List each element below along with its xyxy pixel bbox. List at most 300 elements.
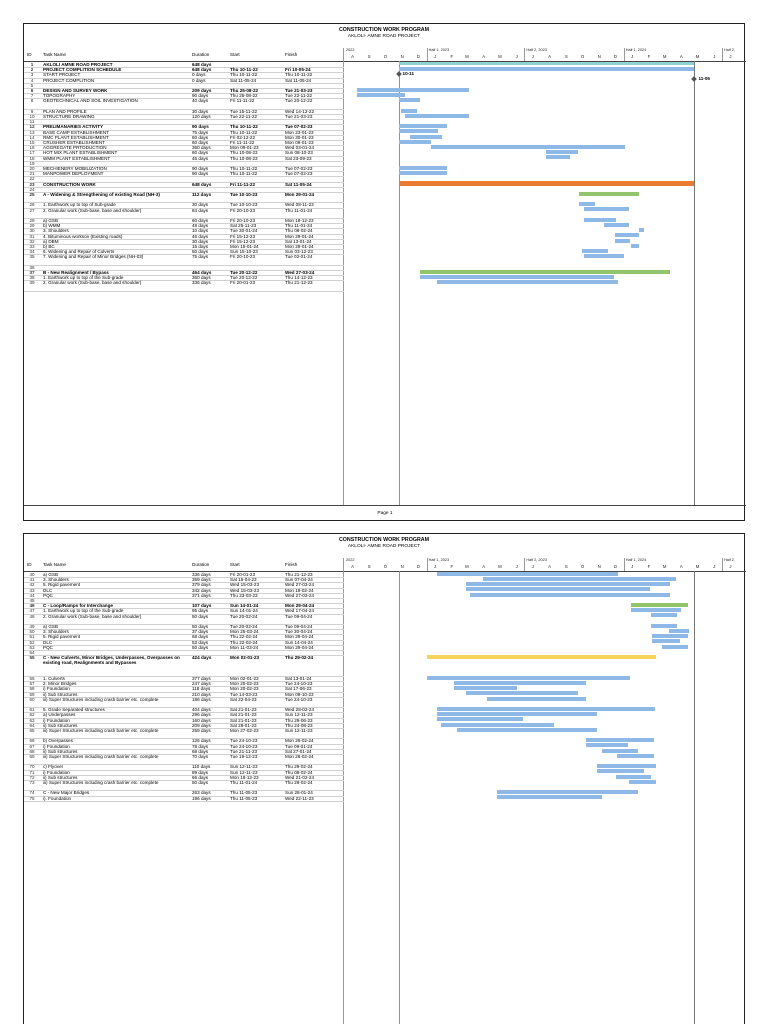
- gantt-bar: [399, 98, 420, 102]
- task-start: Tue 15-11-22: [230, 108, 258, 114]
- timeline-period-label: 2022: [346, 558, 355, 562]
- task-finish: Thu 08-02-24: [285, 228, 313, 234]
- task-finish: Thu 10-11-22: [285, 72, 313, 78]
- task-id: 14: [29, 134, 35, 140]
- task-name: PROJECT COMPLITION: [43, 77, 95, 83]
- task-name: b) WMM: [43, 223, 61, 229]
- task-id: 22: [29, 176, 35, 182]
- gantt-bar: [631, 244, 639, 248]
- task-duration: 90 days: [192, 171, 209, 177]
- col-finish-header: Finish: [285, 52, 298, 57]
- task-start: Tue 21-11-23: [230, 748, 258, 754]
- page-footer: Page 1: [377, 511, 393, 516]
- task-id: 61: [29, 707, 35, 713]
- task-name: 2. Granular work (Sub-base, base and shoulder): [43, 613, 142, 619]
- task-start: Thu 23-03-23: [230, 592, 258, 598]
- task-duration: 50 days: [192, 613, 209, 619]
- timeline-period-label: Half 1, 2023: [428, 558, 450, 562]
- gantt-bar: [584, 207, 629, 211]
- task-start: Tue 20-02-24: [230, 624, 258, 629]
- gantt-bar: [437, 707, 655, 711]
- timeline-month-label: J: [631, 54, 634, 59]
- task-start: Mon 15-01-24: [230, 244, 259, 249]
- task-name: AKLOLI AMNE ROAD PROJECT: [43, 62, 113, 67]
- task-duration: 336 days: [192, 572, 211, 577]
- task-start: Tue 20-12-22: [230, 275, 258, 281]
- timeline-month-label: A: [679, 564, 683, 569]
- task-finish: Thu 29-02-24: [285, 655, 314, 661]
- task-finish: Tue 09-04-24: [285, 624, 313, 629]
- task-finish: Tue 24-10-23: [285, 696, 313, 702]
- task-duration: 120 days: [192, 114, 211, 119]
- gantt-bar: [579, 192, 639, 196]
- task-id: 47: [29, 608, 35, 614]
- task-duration: 90 days: [192, 124, 209, 130]
- gantt-bar: [639, 228, 644, 232]
- task-finish: Mon 29-04-24: [285, 634, 314, 640]
- task-id: 6: [30, 88, 34, 93]
- task-name: AGGREGATE PRTODUCTION: [43, 145, 107, 151]
- task-duration: 359 days: [192, 577, 211, 583]
- task-duration: 360 days: [192, 145, 211, 151]
- task-name: i). Foundation: [43, 795, 72, 801]
- task-duration: 107 days: [192, 603, 212, 609]
- task-duration: 360 days: [192, 275, 211, 281]
- timeline-month-label: J: [531, 54, 534, 59]
- gantt-bar: [399, 62, 695, 65]
- task-start: Sun 12-11-23: [230, 764, 258, 770]
- gantt-bar: [652, 639, 680, 643]
- timeline-period-label: Half 1, 2024: [625, 558, 647, 562]
- task-id: 1: [30, 62, 34, 67]
- timeline-period-label: Half 2, 2023: [526, 48, 547, 52]
- task-finish: Tue 07-02-23: [285, 124, 313, 130]
- footer-divider: [24, 505, 746, 506]
- task-duration: 50 days: [192, 249, 209, 255]
- program-title: CONSTRUCTION WORK PROGRAM: [338, 27, 430, 33]
- task-id: 31: [29, 233, 35, 239]
- gantt-chart: [344, 61, 745, 505]
- timeline-month-label: A: [548, 564, 552, 569]
- task-duration: 648 days: [192, 62, 212, 67]
- gantt-bar: [586, 743, 628, 747]
- task-finish: Fri 10-05-24: [285, 67, 311, 73]
- col-finish-header: Finish: [285, 562, 298, 567]
- task-finish: Wed 27-03-24: [285, 582, 315, 588]
- task-id: 33: [29, 244, 35, 249]
- timeline-month-label: M: [465, 54, 469, 59]
- task-id: 66: [29, 738, 35, 744]
- timeline-month-label: M: [662, 54, 667, 59]
- task-finish: Mon 18-12-23: [285, 218, 314, 223]
- timeline-month-label: D: [416, 564, 420, 569]
- task-id: 7: [30, 93, 34, 99]
- timeline-scale: [344, 48, 745, 61]
- task-id: 28: [29, 218, 35, 223]
- task-finish: Thu 14-12-23: [285, 275, 313, 281]
- gantt-bar: [602, 749, 638, 753]
- task-start: Wed 15-03-23: [230, 582, 260, 588]
- task-name: DESIGN AND SURVEY WORK: [43, 88, 108, 93]
- task-name: B - New Realignment / Bypass: [43, 270, 109, 275]
- timeline-month-label: J: [531, 564, 534, 569]
- schedule-page-2: [23, 533, 745, 1024]
- task-id: 19: [29, 160, 35, 166]
- task-id: 68: [29, 748, 35, 754]
- task-duration: 10 days: [192, 228, 209, 234]
- task-id: 15: [29, 140, 35, 145]
- task-name: ii) Sub structures: [43, 774, 78, 780]
- gantt-bar: [357, 93, 405, 97]
- task-id: 24: [29, 186, 35, 192]
- task-start: Thu 10-11-22: [230, 72, 258, 78]
- gantt-bar: [466, 691, 579, 695]
- task-finish: Wed 27-03-24: [285, 270, 315, 275]
- task-name: ii) Sub structures: [43, 748, 78, 754]
- task-duration: 30 days: [192, 202, 209, 208]
- task-id: 43: [29, 587, 35, 593]
- table-row: [24, 697, 344, 707]
- timeline-month-label: M: [662, 564, 667, 569]
- task-id: 46: [29, 603, 35, 609]
- task-name: a) GSB: [43, 572, 59, 577]
- task-name: 6. Widening and Repair of Culverts: [43, 249, 115, 255]
- gantt-bar: [437, 717, 523, 721]
- gantt-bar: [631, 603, 688, 607]
- task-finish: Tue 22-11-22: [285, 93, 313, 99]
- task-name: MANPOWER DEPLOYMENT: [43, 171, 104, 177]
- gantt-bar: [483, 577, 676, 581]
- task-id: 59: [29, 691, 35, 697]
- timeline-month-label: M: [695, 564, 700, 569]
- task-start: Thu 25-08-22: [230, 93, 258, 99]
- task-name: 5. Grade Separated structures: [43, 707, 105, 713]
- gantt-bar: [604, 223, 629, 227]
- task-start: Fri 02-12-22: [230, 134, 256, 140]
- task-name: PQC: [43, 592, 53, 598]
- task-finish: Thu 11-01-24: [285, 223, 313, 229]
- gantt-bar: [457, 728, 596, 732]
- task-start: Thu 10-11-22: [230, 129, 258, 135]
- task-duration: 60 days: [192, 140, 209, 145]
- gantt-bar: [584, 218, 616, 222]
- task-finish: Mon 26-02-24: [285, 738, 314, 744]
- timeline-month-label: D: [416, 54, 420, 59]
- gantt-bar: [597, 764, 656, 768]
- timeline-month-label: J: [729, 54, 732, 59]
- task-start: Mon 09-01-23: [230, 145, 259, 151]
- task-start: Thu 10-11-22: [230, 166, 258, 171]
- task-id: 70: [29, 764, 35, 770]
- task-id: 45: [29, 598, 35, 603]
- task-duration: 342 days: [192, 587, 211, 593]
- row-divider: [24, 801, 344, 802]
- task-name: b) Overpasses: [43, 738, 73, 744]
- task-id: 55: [29, 655, 35, 661]
- task-id: 26: [29, 202, 35, 208]
- task-id: 63: [29, 717, 35, 723]
- task-duration: 78 days: [192, 743, 209, 749]
- task-duration: 40 days: [192, 98, 209, 104]
- task-start: Thu 22-02-24: [230, 634, 258, 640]
- gantt-bar: [615, 233, 639, 237]
- task-duration: 46 days: [192, 233, 209, 239]
- task-id: 2: [30, 67, 34, 73]
- task-id: 10: [29, 114, 35, 119]
- task-duration: 75 days: [192, 254, 209, 260]
- task-start: Sat 21-01-23: [230, 707, 257, 713]
- task-name: 2. Granular work (Sub-base, base and shoulder): [43, 207, 142, 213]
- task-start: Sat 22-04-23: [230, 696, 257, 702]
- task-duration: 84 days: [192, 207, 209, 213]
- gantt-bar: [357, 88, 469, 92]
- task-name: a) GSB: [43, 218, 59, 223]
- task-finish: Tue 21-03-23: [285, 88, 313, 93]
- gantt-bar: [441, 723, 553, 727]
- task-name: c) Flyover: [43, 764, 64, 770]
- task-name: START PROJECT: [43, 72, 81, 78]
- gantt-bar: [405, 114, 469, 118]
- col-start-header: Start: [230, 52, 240, 57]
- task-id: 21: [29, 171, 35, 177]
- task-id: 37: [29, 270, 35, 275]
- task-name: WMM PLANT ESTABLISHMENT: [43, 155, 111, 161]
- task-start: Tue 30-01-24: [230, 228, 258, 234]
- task-name: 5. Rigid pavement: [43, 634, 81, 640]
- gantt-bar: [399, 140, 431, 144]
- task-duration: 210 days: [192, 691, 211, 697]
- task-duration: 90 days: [192, 166, 209, 171]
- timeline-month-label: A: [679, 54, 683, 59]
- task-duration: 209 days: [192, 88, 212, 93]
- task-duration: 160 days: [192, 717, 211, 723]
- timeline-month-label: J: [515, 564, 518, 569]
- timeline-month-label: D: [613, 564, 618, 569]
- task-name: 3. Shoulders: [43, 228, 69, 234]
- timeline-period-label: Half 2,: [724, 48, 735, 52]
- task-finish: Sun 14-04-24: [285, 639, 313, 645]
- task-duration: 336 days: [192, 280, 211, 286]
- timeline-month-label: M: [695, 54, 700, 59]
- task-start: Tue 20-12-22: [230, 270, 258, 275]
- timeline-month-label: F: [647, 54, 651, 59]
- task-duration: 377 days: [192, 676, 211, 681]
- task-id: 60: [29, 696, 35, 702]
- col-start-header: Start: [230, 562, 240, 567]
- timeline-month-label: O: [383, 564, 388, 569]
- table-row: [24, 254, 344, 264]
- task-name: 4. Bituminous workson (Existing roads): [43, 233, 123, 239]
- task-name: ii) Sub structures: [43, 722, 78, 728]
- task-finish: Mon 29-04-24: [285, 644, 314, 650]
- task-name: a) GSB: [43, 624, 59, 629]
- task-start: Mon 20-02-23: [230, 681, 259, 687]
- gantt-bar: [420, 275, 614, 279]
- task-start: Mon 18-12-23: [230, 774, 259, 780]
- task-finish: Mon 30-01-23: [285, 134, 314, 140]
- task-start: Thu 11-05-23: [230, 790, 258, 796]
- task-start: Mon 02-01-23: [230, 655, 260, 661]
- task-finish: Mon 29-01-24: [285, 192, 315, 197]
- timeline-month-label: S: [564, 564, 568, 569]
- gantt-bar: [579, 202, 595, 206]
- project-start-line: [399, 571, 400, 1024]
- task-start: Thu 11-05-23: [230, 795, 258, 801]
- task-start: Sat 25-11-23: [230, 223, 257, 229]
- task-id: 67: [29, 743, 35, 749]
- task-start: Thu 25-08-22: [230, 88, 259, 93]
- task-duration: 0 days: [192, 77, 206, 83]
- task-start: Sun 14-01-24: [230, 603, 259, 609]
- task-finish: Wed 03-01-24: [285, 145, 315, 151]
- task-start: Mon 20-02-23: [230, 686, 259, 692]
- task-name: a) Underpasses: [43, 712, 76, 718]
- project-subtitle: AKLOLI- AMNE ROAD PROJECT: [347, 544, 421, 549]
- timeline-month-label: F: [450, 564, 454, 569]
- task-id: 32: [29, 238, 35, 244]
- task-finish: Tue 20-12-22: [285, 98, 313, 104]
- gantt-bar: [399, 67, 694, 71]
- schedule-page-1: [23, 23, 745, 521]
- task-name: 2. Granular work (Sub-base, base and shoulder): [43, 280, 142, 286]
- task-duration: 70 days: [192, 754, 209, 759]
- task-name: C - Loop/Ramps for Interchange: [43, 603, 113, 609]
- gantt-bar: [427, 676, 630, 680]
- table-row: [24, 614, 344, 624]
- task-duration: 60 days: [192, 134, 209, 140]
- gantt-bar: [617, 754, 654, 758]
- task-start: Fri 20-10-23: [230, 218, 256, 223]
- task-finish: Thu 29-02-24: [285, 764, 313, 770]
- task-id: 38: [29, 275, 35, 281]
- task-start: Fri 20-01-23: [230, 280, 256, 286]
- task-finish: Sat 11-05-24: [285, 181, 312, 187]
- task-name: CRUSHER ESTABLISHMENT: [43, 140, 105, 145]
- task-duration: 66 days: [192, 774, 209, 780]
- task-duration: 296 days: [192, 712, 211, 718]
- task-duration: 68 days: [192, 634, 209, 640]
- table-row: [24, 655, 344, 676]
- task-name: TOPOGRAPHY: [43, 93, 76, 99]
- task-id: 42: [29, 582, 35, 588]
- task-duration: 50 days: [192, 644, 209, 650]
- timeline-month-label: J: [713, 54, 716, 59]
- milestone-diamond: [396, 71, 402, 77]
- task-id: 18: [29, 155, 35, 161]
- task-name: 1. Earthwork up to top of Sub-grade: [43, 202, 116, 208]
- task-finish: Sat 23-09-23: [285, 155, 312, 161]
- task-name: 3. Shoulders: [43, 577, 69, 583]
- task-finish: Sun 12-11-23: [285, 712, 313, 718]
- task-id: 8: [30, 98, 34, 104]
- task-duration: 186 days: [192, 696, 211, 702]
- task-name: 1. Earthwork up to top of the Sub-grade: [43, 608, 124, 614]
- col-name-header: Task Name: [43, 52, 66, 57]
- timeline-period-label: Half 2,: [724, 558, 735, 562]
- task-finish: Wed 08-11-23: [285, 202, 314, 208]
- task-name: C - New Major Bridges: [43, 790, 90, 796]
- timeline-month-label: A: [351, 54, 354, 59]
- task-start: Tue 10-10-23: [230, 202, 258, 208]
- task-id: 9: [30, 108, 34, 114]
- task-start: Mon 25-03-24: [230, 629, 259, 635]
- timeline-month-label: N: [400, 564, 404, 569]
- gantt-chart: [344, 571, 745, 1024]
- task-id: 25: [29, 192, 35, 197]
- gantt-bar: [629, 780, 655, 784]
- task-id: 34: [29, 249, 35, 255]
- task-id: 57: [29, 681, 35, 687]
- gantt-bar: [420, 270, 670, 274]
- timeline-month-label: O: [383, 54, 388, 59]
- gantt-bar: [586, 738, 654, 742]
- task-finish: Mon 23-01-23: [285, 129, 314, 135]
- task-name: 7. Widening and Repair of Minor Bridges (NH-03): [43, 254, 144, 260]
- row-divider: [24, 291, 344, 292]
- timeline-month-label: S: [367, 564, 371, 569]
- task-id: 64: [29, 722, 35, 728]
- gantt-bar: [546, 150, 578, 154]
- table-row: [24, 780, 344, 790]
- task-id: 41: [29, 577, 35, 583]
- task-id: 16: [29, 145, 35, 151]
- task-name: i) Foundation: [43, 686, 70, 692]
- task-finish: Sat 27-01-24: [285, 748, 312, 754]
- task-duration: 424 days: [192, 655, 212, 661]
- task-duration: 464 days: [192, 270, 212, 275]
- task-finish: Wed 22-11-23: [285, 795, 314, 801]
- task-start: Mon 11-03-24: [230, 644, 259, 650]
- task-start: Sun 14-01-24: [230, 608, 258, 614]
- task-start: Tue 10-10-23: [230, 192, 258, 197]
- gantt-bar: [651, 613, 677, 617]
- task-finish: Tue 07-02-23: [285, 166, 313, 171]
- task-duration: 30 days: [192, 238, 209, 244]
- task-name: iii) Super Structures including crash barrier etc. complete: [43, 696, 159, 702]
- timeline-month-label: S: [367, 54, 371, 59]
- task-id: 48: [29, 613, 35, 619]
- task-start: Sat 21-01-23: [230, 712, 257, 718]
- task-duration: 112 days: [192, 192, 212, 197]
- timeline-period-label: Half 1, 2024: [625, 48, 647, 52]
- timeline-month-label: A: [482, 54, 486, 59]
- task-finish: Sat 11-05-24: [285, 77, 312, 83]
- gantt-bar: [410, 135, 442, 139]
- gantt-bar: [582, 249, 608, 253]
- task-start: Sat 11-05-24: [230, 77, 257, 83]
- task-id: 20: [29, 166, 35, 171]
- task-id: 75: [29, 795, 35, 801]
- project-subtitle: AKLOLI- AMNE ROAD PROJECT: [347, 34, 421, 39]
- task-duration: 15 days: [192, 244, 209, 249]
- task-duration: 648 days: [192, 67, 212, 73]
- task-finish: Tue 07-02-23: [285, 171, 313, 177]
- task-id: 56: [29, 676, 35, 681]
- task-start: Fri 11-11-22: [230, 181, 256, 187]
- timeline-month-label: A: [482, 564, 486, 569]
- timeline-month-label: M: [465, 564, 469, 569]
- task-finish: Tue 09-01-24: [285, 743, 313, 749]
- timeline-month-label: J: [713, 564, 716, 569]
- gantt-bar: [399, 129, 439, 133]
- task-duration: 196 days: [192, 795, 211, 801]
- task-finish: Sun 03-12-23: [285, 249, 313, 255]
- gantt-bar: [546, 155, 570, 159]
- project-end-line: [694, 61, 695, 505]
- gantt-bar: [401, 109, 417, 113]
- task-id: 35: [29, 254, 35, 260]
- task-start: Thu 10-08-23: [230, 155, 258, 161]
